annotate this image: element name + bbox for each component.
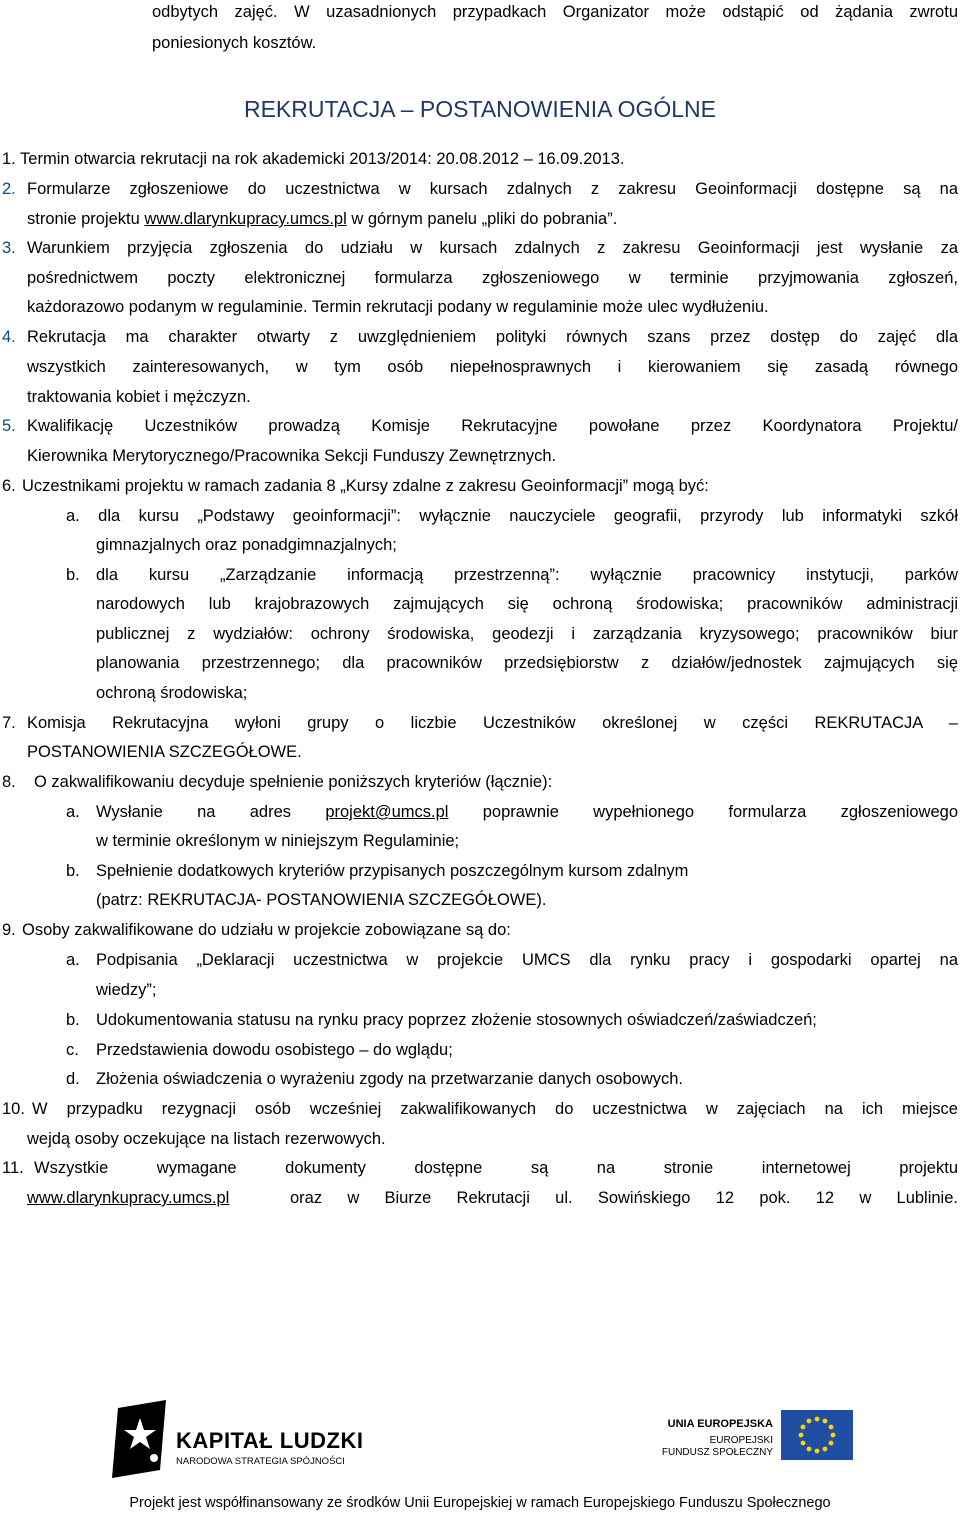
list-item-number: 9.	[2, 921, 16, 939]
list-subitem-8b: Spełnienie dodatkowych kryteriów przypisanych poszczególnym kursom zdalnym	[96, 862, 689, 880]
list-item-number: 11.	[2, 1159, 24, 1177]
list-subitem-9b: Udokumentowania statusu na rynku pracy poprzez złożenie stosownych oświadczeń/zaświadczeń;	[96, 1011, 817, 1029]
list-item-11-cont: oraz w Biurze Rekrutacji ul. Sowińskiego 12 pok. 12 w Lublinie.	[290, 1189, 958, 1207]
footer-note: Projekt jest współfinansowany ze środków Unii Europejskiej w ramach Europejskiego Funduszu Społecznego	[129, 1495, 831, 1511]
list-subitem-9d: Złożenia oświadczenia o wyrażeniu zgody na przetwarzanie danych osobowych.	[96, 1070, 683, 1088]
list-item-number: 6.	[2, 477, 16, 495]
list-subitem-9a-cont: wiedzy”;	[96, 981, 157, 999]
list-item-9: Osoby zakwalifikowane do udziału w projekcie zobowiązane są do:	[22, 921, 511, 939]
list-subitem-marker: b.	[66, 862, 80, 880]
list-item-2-cont: stronie projektu www.dlarynkupracy.umcs.pl w górnym panelu „pliki do pobrania”.	[27, 210, 618, 228]
list-subitem-6b-cont: ochroną środowiska;	[96, 684, 248, 702]
eu-flag-icon	[781, 1410, 853, 1460]
list-item-3-cont: każdorazowo podanym w regulaminie. Termin rekrutacji podany w regulaminie może ulec wydłużeniu.	[27, 298, 769, 316]
eu-efs-logo	[645, 1410, 855, 1482]
section-title: REKRUTACJA – POSTANOWIENIA OGÓLNE	[243, 96, 717, 122]
list-item-7-cont: POSTANOWIENIA SZCZEGÓŁOWE.	[27, 743, 302, 761]
efs-label-2: FUNDUSZ SPOŁECZNY	[661, 1447, 773, 1458]
kapital-ludzki-subtitle: NARODOWA STRATEGIA SPÓJNOŚCI	[176, 1456, 345, 1467]
list-item-10: W przypadku rezygnacji osób wcześniej zakwalifikowanych do uczestnictwa w zajęciach na ich miejsce	[32, 1100, 958, 1118]
list-subitem-9a: Podpisania „Deklaracji uczestnictwa w projekcie UMCS dla rynku pracy i gospodarki opartej na	[96, 951, 958, 969]
list-item-6: Uczestnikami projektu w ramach zadania 8 „Kursy zdalne z zakresu Geoinformacji” mogą być:	[22, 477, 709, 495]
kapital-ludzki-emblem-icon	[110, 1400, 170, 1478]
list-item-4-cont: traktowania kobiet i mężczyzn.	[27, 388, 251, 406]
list-item-1: 1. Termin otwarcia rekrutacji na rok akademicki 2013/2014: 20.08.2012 – 16.09.2013.	[2, 150, 625, 168]
list-item-5-cont: Kierownika Merytorycznego/Pracownika Sekcji Funduszy Zewnętrznych.	[27, 447, 557, 465]
list-subitem-6a-cont: gimnazjalnych oraz ponadgimnazjalnych;	[96, 536, 397, 554]
list-item-4-cont: wszystkich zainteresowanych, w tym osób niepełnosprawnych i kierowaniem się zasadą równego	[27, 358, 958, 376]
list-subitem-marker: d.	[66, 1070, 80, 1088]
eu-label: UNIA EUROPEJSKA	[667, 1418, 773, 1430]
list-subitem-6b-cont: publicznej z wydziałów: ochrony środowiska, geodezji i zarządzania kryzysowego; pracowników biur	[96, 625, 958, 643]
list-item-3-cont: pośrednictwem poczty elektronicznej formularza zgłoszeniowego w terminie przyjmowania zgłoszeń,	[27, 269, 958, 287]
list-item-4: Rekrutacja ma charakter otwarty z uwzględnieniem polityki równych szans przez dostęp do zajęć dla	[27, 328, 958, 346]
list-item-8: O zakwalifikowaniu decyduje spełnienie poniższych kryteriów (łącznie):	[34, 773, 553, 791]
list-subitem-9c: Przedstawienia dowodu osobistego – do wglądu;	[96, 1041, 453, 1059]
list-subitem-marker: b.	[66, 566, 80, 584]
intro-line: poniesionych kosztów.	[152, 34, 317, 52]
list-item-number: 4.	[2, 328, 16, 346]
list-subitem-marker: b.	[66, 1011, 80, 1029]
list-subitem-8a-cont: w terminie określonym w niniejszym Regulaminie;	[96, 832, 460, 850]
intro-line: odbytych zajęć. W uzasadnionych przypadkach Organizator może odstąpić od żądania zwrotu	[152, 3, 958, 21]
list-item-2: Formularze zgłoszeniowe do uczestnictwa w kursach zdalnych z zakresu Geoinformacji dostępne są na	[27, 180, 958, 198]
list-subitem-marker: c.	[66, 1041, 79, 1059]
list-subitem-6b-cont: planowania przestrzennego; dla pracowników przedsiębiorstw z działów/jednostek zajmujących się	[96, 654, 958, 672]
list-item-number: 3.	[2, 239, 16, 257]
list-subitem-6b-cont: narodowych lub krajobrazowych zajmujących się ochroną środowiska; pracowników administracji	[96, 595, 958, 613]
list-item-11: Wszystkie wymagane dokumenty dostępne są na stronie internetowej projektu	[34, 1159, 958, 1177]
efs-label-1: EUROPEJSKI	[709, 1435, 773, 1446]
list-item-number: 8.	[2, 773, 16, 791]
kapital-ludzki-logo	[110, 1400, 370, 1480]
list-item-5: Kwalifikację Uczestników prowadzą Komisje Rekrutacyjne powołane przez Koordynatora Projektu/	[27, 417, 958, 435]
list-item-10-cont: wejdą osoby oczekujące na listach rezerwowych.	[27, 1130, 386, 1148]
list-item-number: 10.	[2, 1100, 25, 1118]
list-subitem-8a: Wysłanie na adres projekt@umcs.pl poprawnie wypełnionego formularza zgłoszeniowego	[96, 803, 959, 821]
kapital-ludzki-title: KAPITAŁ LUDZKI	[176, 1428, 364, 1453]
list-item-7: Komisja Rekrutacyjna wyłoni grupy o liczbie Uczestników określonej w części REKRUTACJA –	[27, 714, 958, 732]
project-link[interactable]: www.dlarynkupracy.umcs.pl	[144, 210, 347, 228]
list-item-number: 2.	[2, 180, 16, 198]
list-item-3: Warunkiem przyjęcia zgłoszenia do udziału w kursach zdalnych z zakresu Geoinformacji jest wysłanie za	[27, 239, 958, 257]
list-subitem-marker: a.	[66, 803, 80, 821]
list-item-11-cont	[27, 1188, 229, 1208]
email-link[interactable]: projekt@umcs.pl	[325, 803, 449, 821]
list-item-number: 5.	[2, 417, 16, 435]
list-subitem-6b: dla kursu „Zarządzanie informacją przestrzenną”: wyłącznie pracownicy instytucji, parków	[96, 566, 958, 584]
list-subitem-8b-cont: (patrz: REKRUTACJA- POSTANOWIENIA SZCZEGÓŁOWE).	[96, 891, 547, 909]
list-subitem-marker: a.	[66, 951, 80, 969]
project-link[interactable]: www.dlarynkupracy.umcs.pl	[27, 1189, 230, 1207]
list-item-number: 7.	[2, 714, 16, 732]
list-subitem-6a: a. dla kursu „Podstawy geoinformacji”: wyłącznie nauczyciele geografii, przyrody lub informatyki szkół	[66, 507, 958, 525]
